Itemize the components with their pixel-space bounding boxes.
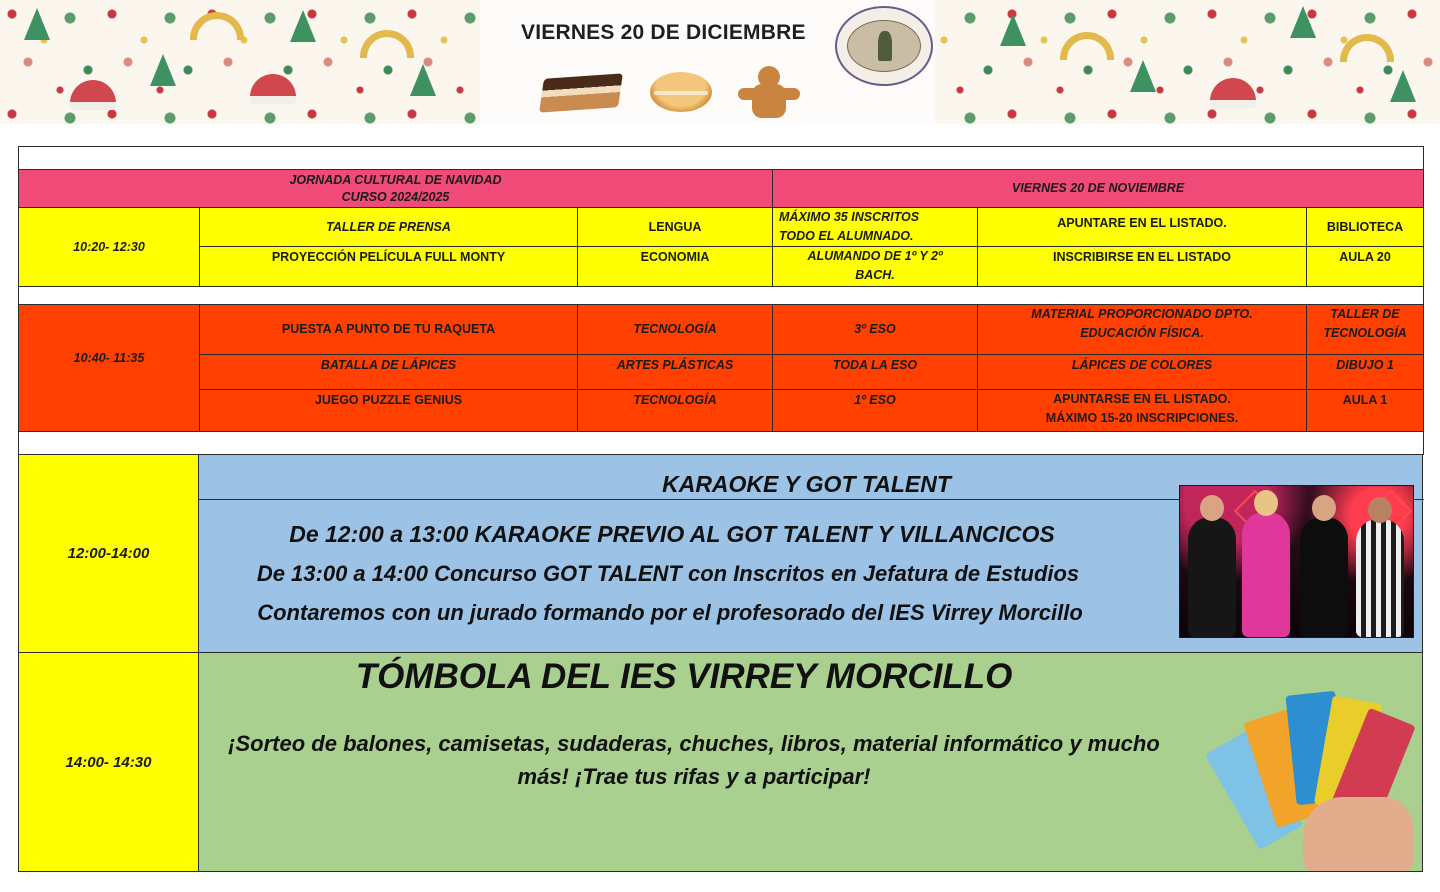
rainbow-icon <box>1060 32 1114 60</box>
table-row <box>19 390 1424 432</box>
person-figure <box>1300 517 1348 637</box>
santa-hat-icon <box>70 80 116 110</box>
dept-cell: ECONOMIA <box>578 247 773 287</box>
activity-cell: PROYECCIÓN PELÍCULA FULL MONTY <box>200 247 578 287</box>
time-cell: 10:20- 12:30 <box>19 208 200 287</box>
header-banner <box>0 0 1440 124</box>
date-heading: VIERNES 20 DE NOVIEMBRE <box>773 170 1424 208</box>
heading-row <box>19 170 1424 208</box>
dept-cell: ARTES PLÁSTICAS <box>578 355 773 390</box>
table-row <box>19 355 1424 390</box>
tombola-section <box>198 652 1423 872</box>
event-heading: JORNADA CULTURAL DE NAVIDAD CURSO 2024/2025 <box>19 170 773 208</box>
raffle-tickets-image <box>1221 677 1419 871</box>
karaoke-section <box>198 454 1423 653</box>
pastry-icon <box>539 73 623 112</box>
karaoke-line-2: De 13:00 a 14:00 Concurso GOT TALENT con Inscritos en Jefatura de Estudios <box>256 561 1080 586</box>
notes-cell: APUNTARE EN EL LISTADO. <box>978 208 1307 247</box>
karaoke-line-1: De 12:00 a 13:00 KARAOKE PREVIO AL GOT TALENT Y VILLANCICOS <box>289 521 1055 547</box>
jury-photo <box>1179 485 1414 638</box>
notes-cell: APUNTARSE EN EL LISTADO. MÁXIMO 15-20 INSCRIPCIONES. <box>978 390 1307 432</box>
time-cell: 10:40- 11:35 <box>19 305 200 432</box>
blank-row <box>19 147 1424 170</box>
participants-cell: MÁXIMO 35 INSCRITOS TODO EL ALUMNADO. <box>773 208 978 247</box>
participants-cell: 3º ESO <box>773 305 978 355</box>
tombola-time-cell: 14:00- 14:30 <box>18 652 199 872</box>
schedule-table <box>18 146 1424 455</box>
tree-icon <box>150 54 176 86</box>
tombola-description: ¡Sorteo de balones, camisetas, sudaderas, chuches, libros, material informático y mucho más! ¡Trae tus rifas y a participar! <box>228 731 1160 789</box>
page-title: VIERNES 20 DE DICIEMBRE <box>521 21 806 44</box>
santa-hat-icon <box>1210 78 1256 108</box>
tree-icon <box>290 10 316 42</box>
activity-cell: PUESTA A PUNTO DE TU RAQUETA <box>200 305 578 355</box>
place-cell: AULA 20 <box>1307 247 1424 287</box>
hand-icon <box>1303 797 1413 871</box>
place-cell: DIBUJO 1 <box>1307 355 1424 390</box>
schedule-sheet <box>18 146 1423 455</box>
participants-cell: ALUMANDO DE 1º Y 2º BACH. <box>773 247 978 287</box>
rainbow-icon <box>190 12 244 40</box>
tree-icon <box>1290 6 1316 38</box>
karaoke-title: KARAOKE Y GOT TALENT <box>199 455 1424 500</box>
rainbow-icon <box>1340 34 1394 62</box>
person-figure <box>1188 517 1236 637</box>
place-cell: BIBLIOTECA <box>1307 208 1424 247</box>
blank-row <box>19 287 1424 305</box>
tree-icon <box>1390 70 1416 102</box>
karaoke-line-3: Contaremos con un jurado formando por el profesorado del IES Virrey Morcillo <box>257 600 1083 625</box>
table-row <box>19 305 1424 355</box>
gingerbread-icon <box>738 66 798 120</box>
blank-row <box>19 432 1424 455</box>
notes-cell: LÁPICES DE COLORES <box>978 355 1307 390</box>
seal-emblem <box>847 20 921 72</box>
tree-icon <box>24 8 50 40</box>
place-cell: TALLER DE TECNOLOGÍA <box>1307 305 1424 355</box>
school-seal-logo <box>835 6 933 86</box>
notes-cell: INSCRIBIRSE EN EL LISTADO <box>978 247 1307 287</box>
tree-icon <box>1130 60 1156 92</box>
participants-cell: TODA LA ESO <box>773 355 978 390</box>
table-row <box>19 247 1424 287</box>
tree-emblem-icon <box>878 31 892 61</box>
tombola-title: TÓMBOLA DEL IES VIRREY MORCILLO <box>355 657 1013 696</box>
activity-cell: BATALLA DE LÁPICES <box>200 355 578 390</box>
person-figure <box>1242 512 1290 637</box>
notes-cell: MATERIAL PROPORCIONADO DPTO. EDUCACIÓN FÍSICA. <box>978 305 1307 355</box>
dept-cell: TECNOLOGÍA <box>578 305 773 355</box>
table-row <box>19 208 1424 247</box>
karaoke-time-cell: 12:00-14:00 <box>18 454 199 653</box>
activity-cell: JUEGO PUZZLE GENIUS <box>200 390 578 432</box>
bun-icon <box>650 72 712 112</box>
tree-icon <box>1000 14 1026 46</box>
rainbow-icon <box>360 30 414 58</box>
bottom-border <box>18 871 1423 872</box>
participants-cell: 1º ESO <box>773 390 978 432</box>
dept-cell: TECNOLOGÍA <box>578 390 773 432</box>
dept-cell: LENGUA <box>578 208 773 247</box>
activity-cell: TALLER DE PRENSA <box>200 208 578 247</box>
person-figure <box>1356 519 1404 637</box>
santa-hat-icon <box>250 74 296 104</box>
tree-icon <box>410 64 436 96</box>
place-cell: AULA 1 <box>1307 390 1424 432</box>
